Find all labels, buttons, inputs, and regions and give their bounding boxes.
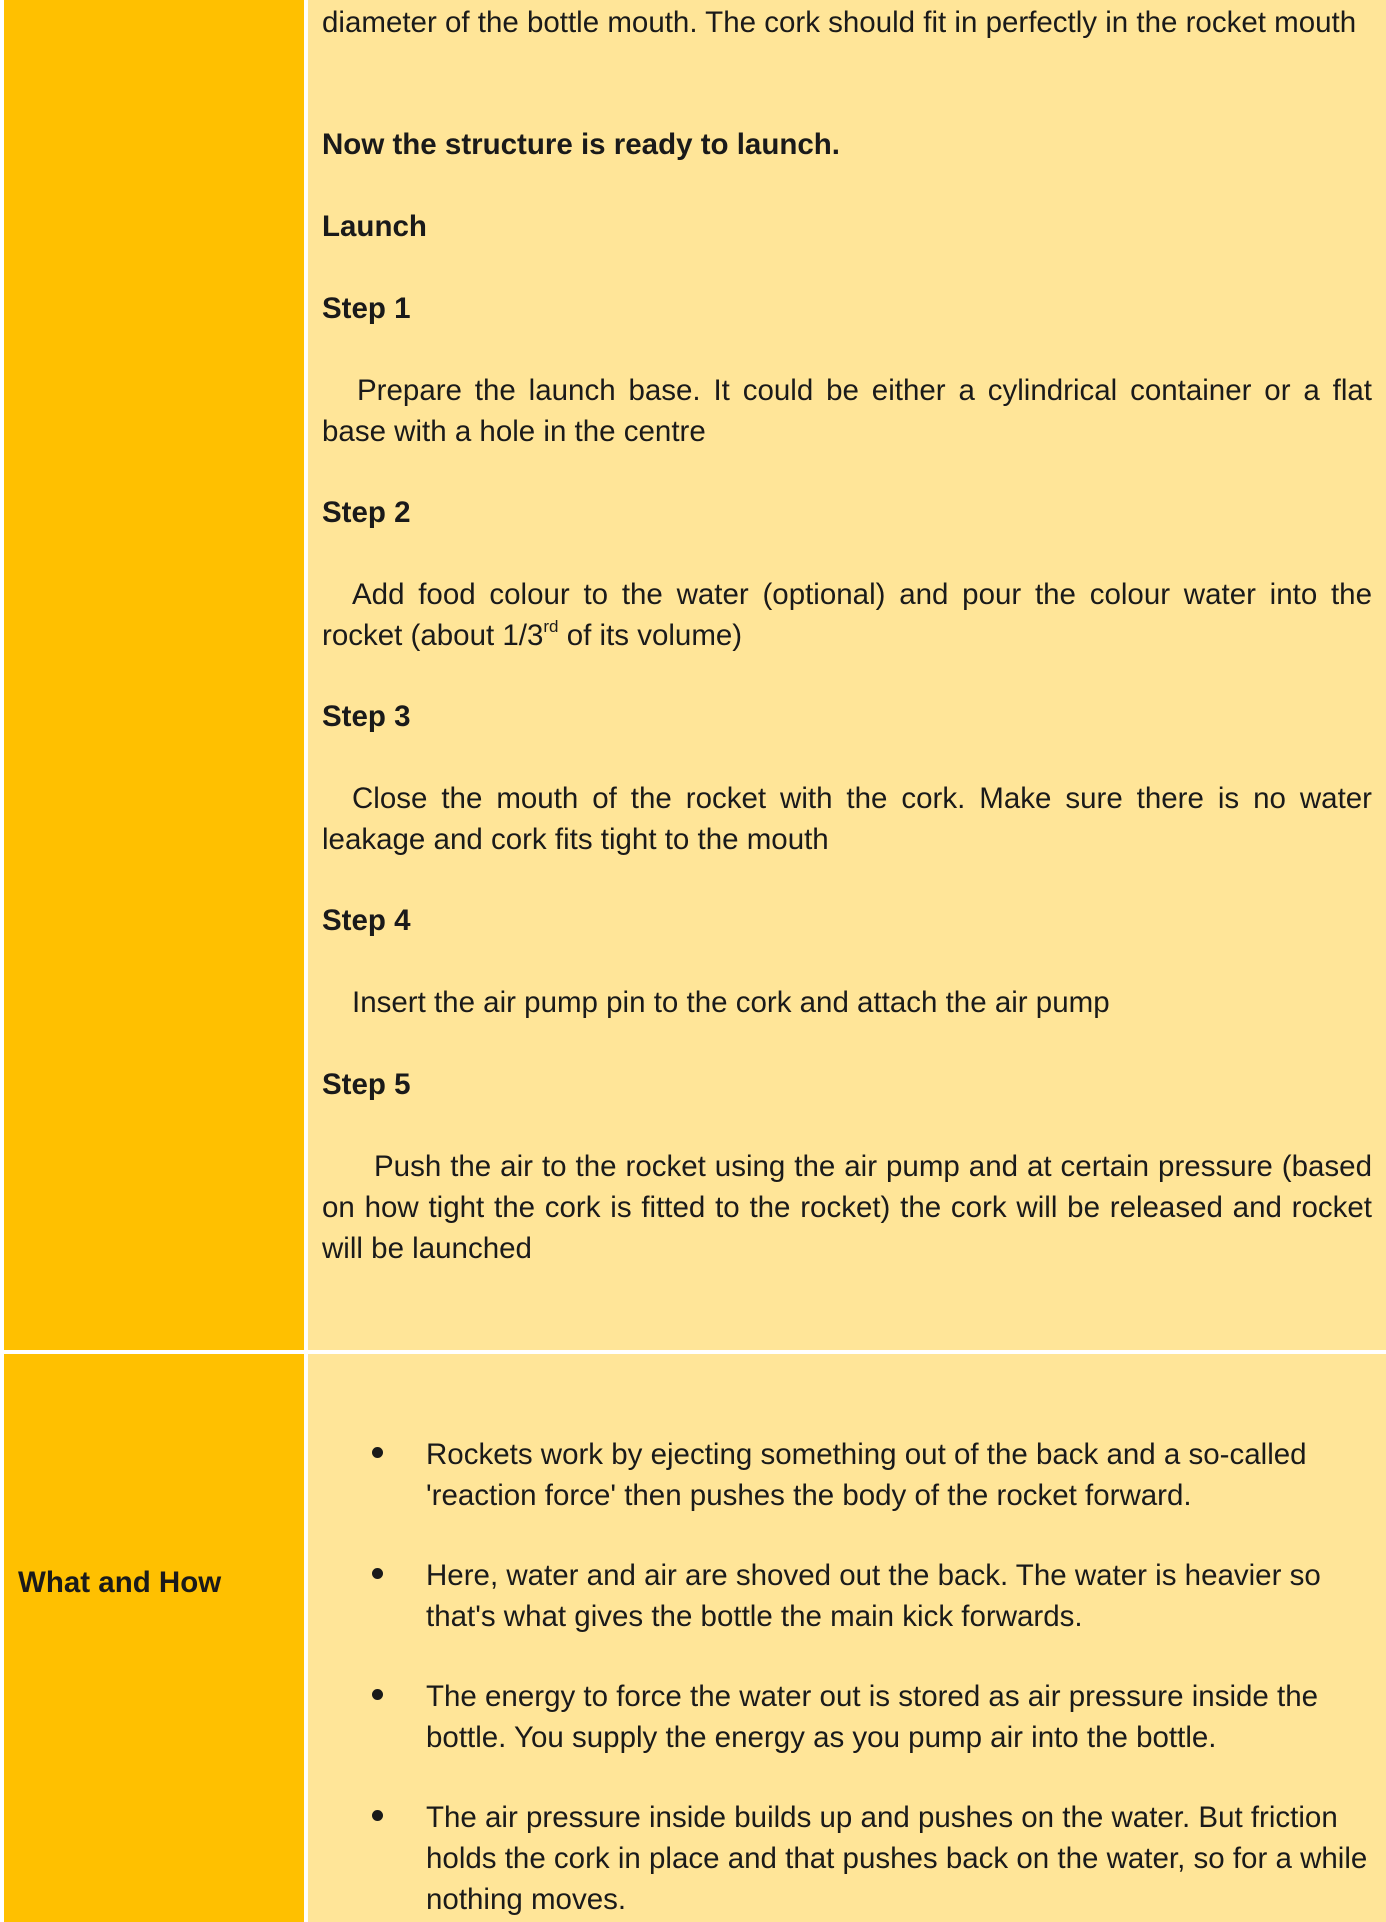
step-1-text: Prepare the launch base. It could be either a cylindrical container or a flat base with a hole in the centre — [322, 374, 1372, 448]
bullet-icon — [372, 1810, 383, 1821]
list-item-text: The air pressure inside builds up and pushes on the water. But friction holds the cork in place and that pushes back on the water, so for a while nothing moves. — [426, 1801, 1368, 1916]
list-item-text: Rockets work by ejecting something out of the back and a so-called 'reaction force' then pushes the body of the rocket forward. — [426, 1438, 1307, 1512]
instructions-table — [4, 0, 1386, 1922]
what-and-how-label-cell — [4, 1354, 304, 1922]
step-2-title: Step 2 — [322, 496, 411, 529]
bullet-icon — [372, 1447, 383, 1458]
step-5-text: Push the air to the rocket using the air pump and at certain pressure (based on how tight the cork is fitted to the rocket) the cork will be released and rocket will be launched — [322, 1150, 1372, 1265]
list-item-text: Here, water and air are shoved out the back. The water is heavier so that's what gives the bottle the main kick forwards. — [426, 1559, 1321, 1633]
step-4-title: Step 4 — [322, 904, 411, 937]
launch-content-cell — [308, 0, 1386, 1350]
bottle-mouth-text: diameter of the bottle mouth. The cork should fit in perfectly in the rocket mouth — [322, 6, 1357, 39]
ordinal-superscript: rd — [543, 617, 559, 636]
launch-label-cell — [4, 0, 304, 1350]
step-4-text: Insert the air pump pin to the cork and attach the air pump — [352, 986, 1110, 1019]
launch-heading: Launch — [322, 210, 427, 243]
bullet-icon — [372, 1568, 383, 1579]
step-2-text: Add food colour to the water (optional) and pour the colour water into the rocket (about 1/3rd of its volume) — [322, 578, 1372, 652]
step-3-text: Close the mouth of the rocket with the cork. Make sure there is no water leakage and cork fits tight to the mouth — [322, 782, 1372, 856]
step-1-title: Step 1 — [322, 292, 411, 325]
ready-to-launch-text: Now the structure is ready to launch. — [322, 128, 840, 161]
step-5-title: Step 5 — [322, 1068, 411, 1101]
bullet-icon — [372, 1689, 383, 1700]
launch-row — [4, 0, 1386, 1350]
step-3-title: Step 3 — [322, 700, 411, 733]
list-item-text: The energy to force the water out is stored as air pressure inside the bottle. You supply the energy as you pump air into the bottle. — [426, 1680, 1319, 1754]
what-and-how-label: What and How — [18, 1566, 222, 1599]
